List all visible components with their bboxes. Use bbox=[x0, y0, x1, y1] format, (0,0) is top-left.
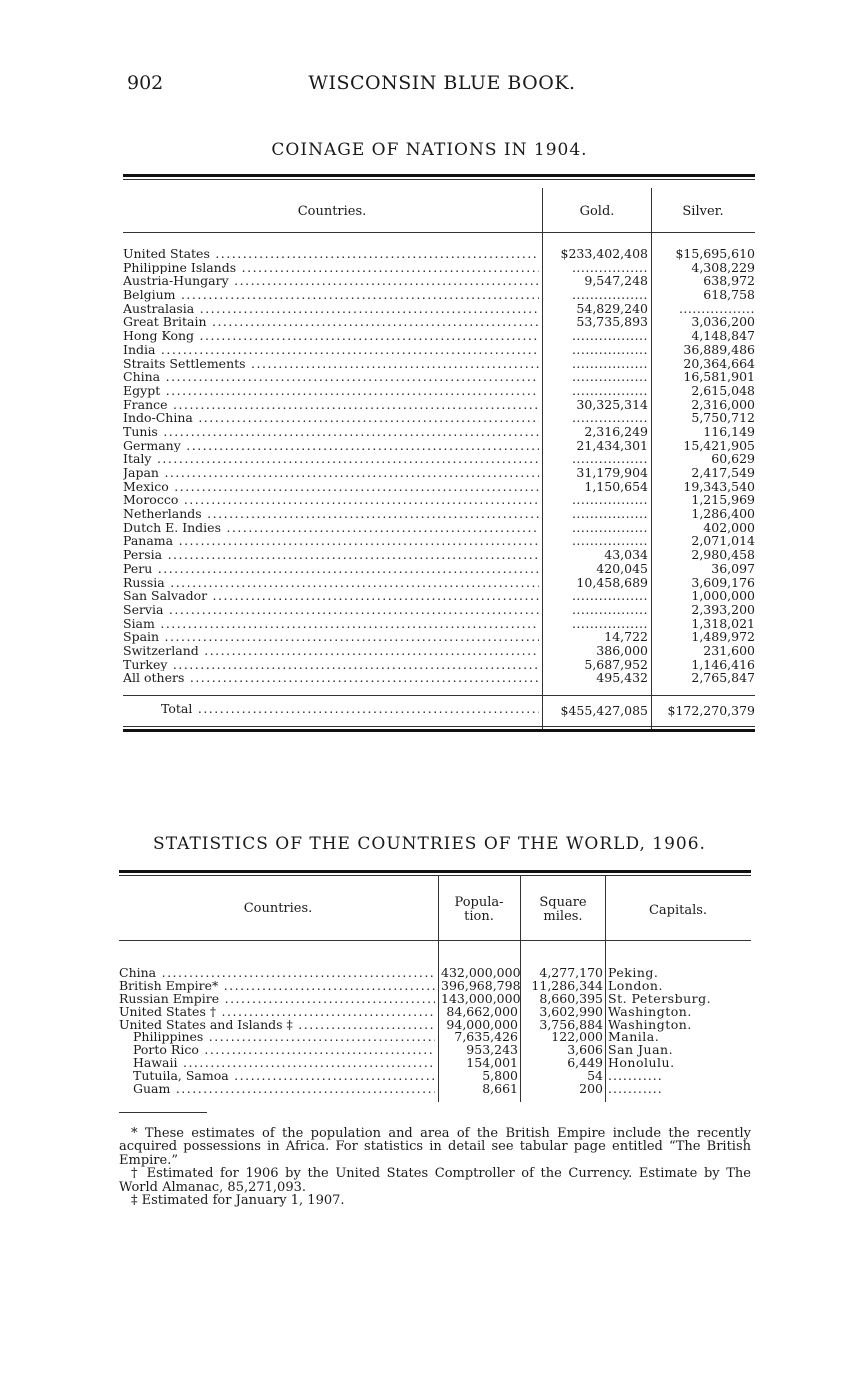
country-name: Italy ..... bbox=[123, 452, 539, 466]
silver-value: 2,615,048 bbox=[691, 382, 755, 398]
gold-value: 53,735,893 bbox=[576, 314, 648, 330]
country-name: Hawaii ..... bbox=[133, 1057, 435, 1070]
population-value: 7,635,426 bbox=[454, 1029, 518, 1045]
square-miles-value: 6,449 bbox=[567, 1055, 603, 1071]
square-miles-value: 4,277,170 bbox=[539, 965, 603, 980]
coinage-rows bbox=[123, 247, 755, 685]
table-row bbox=[123, 548, 755, 562]
table-row bbox=[123, 480, 755, 494]
table-row bbox=[123, 466, 755, 480]
gold-value bbox=[544, 411, 648, 425]
gold-value bbox=[544, 521, 648, 535]
table-row bbox=[123, 329, 755, 343]
gold-value: 54,829,240 bbox=[576, 300, 648, 316]
table-row bbox=[123, 425, 755, 439]
table-row bbox=[123, 576, 755, 590]
gold-value bbox=[544, 507, 648, 521]
capital-value: Honolulu. bbox=[608, 1055, 675, 1071]
header-population: Popula- tion. bbox=[454, 895, 504, 924]
footnote-rule bbox=[119, 1112, 207, 1113]
table-row bbox=[123, 671, 755, 685]
coinage-total-row bbox=[123, 695, 755, 726]
silver-value: 36,097 bbox=[711, 560, 755, 576]
silver-value: 618,758 bbox=[703, 287, 755, 303]
population-value: 94,000,000 bbox=[446, 1016, 518, 1032]
gold-value: 30,325,314 bbox=[576, 396, 648, 412]
table-row bbox=[123, 521, 755, 535]
country-name: Panama ..... bbox=[123, 534, 539, 548]
silver-value: 2,980,458 bbox=[691, 547, 755, 563]
gold-value bbox=[544, 617, 648, 631]
country-name: Netherlands ..... bbox=[123, 507, 539, 521]
gold-value bbox=[544, 452, 648, 466]
gold-value bbox=[544, 329, 648, 343]
country-name: China ..... bbox=[119, 967, 435, 980]
gold-value bbox=[544, 343, 648, 357]
gold-value: 21,434,301 bbox=[576, 437, 648, 453]
silver-value: 1,318,021 bbox=[691, 615, 755, 631]
silver-value: 1,000,000 bbox=[691, 588, 755, 604]
table-row bbox=[123, 357, 755, 371]
country-name: United States † ..... bbox=[119, 1006, 435, 1019]
country-name: British Empire* ..... bbox=[119, 980, 435, 993]
silver-value: 36,889,486 bbox=[683, 341, 755, 357]
country-name: Servia ..... bbox=[123, 603, 539, 617]
table-row bbox=[123, 315, 755, 329]
capital-value: Washington. bbox=[608, 1016, 692, 1032]
country-name: India ..... bbox=[123, 343, 539, 357]
table-row bbox=[123, 507, 755, 521]
coinage-title: COINAGE OF NATIONS IN 1904. bbox=[271, 140, 588, 160]
header-capitals: Capitals. bbox=[648, 903, 708, 918]
table-row bbox=[123, 247, 755, 261]
table-bottom-rule-thin bbox=[123, 726, 755, 727]
country-name: Straits Settlements ..... bbox=[123, 357, 539, 371]
capital-value: St. Petersburg. bbox=[608, 990, 712, 1006]
country-name: Siam ..... bbox=[123, 617, 539, 631]
gold-value bbox=[544, 261, 648, 275]
silver-value bbox=[653, 302, 755, 316]
silver-value: 5,750,712 bbox=[691, 410, 755, 426]
country-name: United States and Islands ‡ ..... bbox=[119, 1019, 435, 1032]
table-row bbox=[123, 658, 755, 672]
table-row bbox=[123, 603, 755, 617]
table-row bbox=[123, 288, 755, 302]
population-value: 5,800 bbox=[482, 1068, 518, 1084]
gold-value: 1,150,654 bbox=[584, 478, 648, 494]
table-top-rule bbox=[123, 174, 755, 177]
country-name: Japan ..... bbox=[123, 466, 539, 480]
country-name: Switzerland ..... bbox=[123, 644, 539, 658]
footnote-islands: ‡ Estimated for January 1, 1907. bbox=[131, 1193, 345, 1209]
total-silver: $172,270,379 bbox=[667, 703, 755, 718]
silver-value: 3,036,200 bbox=[691, 314, 755, 330]
capital-value: Manila. bbox=[608, 1029, 660, 1045]
country-name: China ..... bbox=[123, 370, 539, 384]
country-name: Indo-China ..... bbox=[123, 411, 539, 425]
silver-value: 2,765,847 bbox=[691, 670, 755, 686]
country-name: Persia ..... bbox=[123, 548, 539, 562]
table-row bbox=[123, 384, 755, 398]
statistics-title: STATISTICS OF THE COUNTRIES OF THE WORLD, 1906. bbox=[153, 834, 706, 854]
country-name: Australasia ..... bbox=[123, 302, 539, 316]
country-name: Peru ..... bbox=[123, 562, 539, 576]
table-row bbox=[123, 630, 755, 644]
country-name: France ..... bbox=[123, 398, 539, 412]
silver-value: 2,393,200 bbox=[691, 601, 755, 617]
gold-value: 31,179,904 bbox=[576, 465, 648, 480]
population-value: 953,243 bbox=[466, 1042, 518, 1058]
capital-value: Peking. bbox=[608, 965, 659, 980]
header-gold: Gold. bbox=[579, 204, 615, 219]
country-name: San Salvador ..... bbox=[123, 589, 539, 603]
country-name: Turkey ..... bbox=[123, 658, 539, 672]
table-row bbox=[123, 274, 755, 288]
country-name: Russia ..... bbox=[123, 576, 539, 590]
total-gold: $455,427,085 bbox=[560, 703, 648, 718]
coinage-table bbox=[123, 174, 755, 732]
country-name: Belgium ..... bbox=[123, 288, 539, 302]
population-value: 432,000,000 bbox=[441, 965, 521, 980]
capital-value: London. bbox=[608, 977, 663, 993]
population-value: 8,661 bbox=[482, 1081, 518, 1097]
page-number: 902 bbox=[127, 72, 164, 94]
square-miles-value: 11,286,344 bbox=[531, 977, 603, 993]
header-countries: Countries. bbox=[297, 204, 367, 219]
silver-value: 16,581,901 bbox=[683, 369, 755, 385]
gold-value: 43,034 bbox=[604, 547, 648, 563]
country-name: Philippines ..... bbox=[133, 1031, 435, 1044]
country-name: Dutch E. Indies ..... bbox=[123, 521, 539, 535]
gold-value: 420,045 bbox=[596, 560, 648, 576]
table-row bbox=[123, 452, 755, 466]
country-name: Tunis ..... bbox=[123, 425, 539, 439]
silver-value: 638,972 bbox=[703, 273, 755, 289]
population-value: 143,000,000 bbox=[441, 990, 521, 1006]
population-value: 154,001 bbox=[466, 1055, 518, 1071]
country-name: Philippine Islands ..... bbox=[123, 261, 539, 275]
country-name: Russian Empire ..... bbox=[119, 993, 435, 1006]
silver-value: 15,421,905 bbox=[683, 437, 755, 453]
silver-value: 19,343,540 bbox=[683, 478, 755, 494]
table-row bbox=[119, 1083, 751, 1096]
table-row bbox=[123, 617, 755, 631]
country-name: United States ..... bbox=[123, 247, 539, 261]
capital-value bbox=[608, 1083, 751, 1096]
statistics-rows bbox=[119, 967, 751, 1096]
gold-value bbox=[544, 370, 648, 384]
population-value: 396,968,798 bbox=[441, 977, 521, 993]
table-row bbox=[123, 493, 755, 507]
capital-value: Washington. bbox=[608, 1003, 692, 1019]
gold-value: 495,432 bbox=[596, 670, 648, 686]
square-miles-value: 3,606 bbox=[567, 1042, 603, 1058]
table-row bbox=[123, 398, 755, 412]
country-name: Mexico ..... bbox=[123, 480, 539, 494]
gold-value: 2,316,249 bbox=[584, 423, 648, 439]
country-name: Tutuila, Samoa ..... bbox=[133, 1070, 435, 1083]
silver-value: 1,215,969 bbox=[691, 492, 755, 508]
silver-value: 2,417,549 bbox=[691, 465, 755, 480]
silver-value: 4,308,229 bbox=[691, 259, 755, 275]
table-row bbox=[123, 343, 755, 357]
silver-value: 116,149 bbox=[703, 423, 755, 439]
table-row bbox=[123, 370, 755, 384]
country-name: Hong Kong ..... bbox=[123, 329, 539, 343]
gold-value: $233,402,408 bbox=[560, 246, 648, 261]
country-name: Morocco ..... bbox=[123, 493, 539, 507]
table-row bbox=[123, 439, 755, 453]
gold-value bbox=[544, 603, 648, 617]
country-name: All others ..... bbox=[123, 671, 539, 685]
table-row bbox=[123, 261, 755, 275]
table-row bbox=[123, 534, 755, 548]
total-label: Total ..... bbox=[161, 702, 539, 716]
gold-value: 10,458,689 bbox=[576, 574, 648, 590]
square-miles-value: 3,602,990 bbox=[539, 1003, 603, 1019]
table-row bbox=[123, 644, 755, 658]
gold-value: 5,687,952 bbox=[584, 656, 648, 672]
header-silver: Silver. bbox=[682, 204, 724, 219]
silver-value: 1,286,400 bbox=[691, 506, 755, 522]
country-name: Guam ..... bbox=[133, 1083, 435, 1096]
table-row bbox=[123, 562, 755, 576]
silver-value: 60,629 bbox=[711, 451, 755, 467]
coinage-header-row bbox=[123, 180, 755, 233]
silver-value: 231,600 bbox=[703, 642, 755, 658]
footnote-united-states: † Estimated for 1906 by the United States Comptroller of the Currency. Estimate by The World Almanac, 85,271,093. bbox=[119, 1166, 751, 1195]
country-name: Porto Rico ..... bbox=[133, 1044, 435, 1057]
gold-value bbox=[544, 357, 648, 371]
gold-value bbox=[544, 589, 648, 603]
silver-value: 3,609,176 bbox=[691, 574, 755, 590]
square-miles-value: 3,756,884 bbox=[539, 1016, 603, 1032]
country-name: Spain ..... bbox=[123, 630, 539, 644]
footnote-british-empire: * These estimates of the population and area of the British Empire include the recently acquired possessions in Africa. For statistics in detail see tabular page entitled “The British Empire.” bbox=[119, 1126, 751, 1168]
gold-value: 14,722 bbox=[604, 629, 648, 645]
running-head: WISCONSIN BLUE BOOK. bbox=[308, 72, 576, 94]
square-miles-value: 122,000 bbox=[551, 1029, 603, 1045]
silver-value: 402,000 bbox=[703, 519, 755, 535]
square-miles-value: 8,660,395 bbox=[539, 990, 603, 1006]
country-name: Austria-Hungary ..... bbox=[123, 274, 539, 288]
gold-value bbox=[544, 534, 648, 548]
country-name: Egypt ..... bbox=[123, 384, 539, 398]
square-miles-value: 200 bbox=[579, 1081, 603, 1097]
gold-value: 9,547,248 bbox=[584, 273, 648, 289]
population-value: 84,662,000 bbox=[446, 1003, 518, 1019]
table-row bbox=[123, 302, 755, 316]
silver-value: $15,695,610 bbox=[675, 246, 755, 261]
footnotes bbox=[119, 1127, 751, 1207]
silver-value: 1,146,416 bbox=[691, 656, 755, 672]
country-name: Great Britain ..... bbox=[123, 315, 539, 329]
silver-value: 1,489,972 bbox=[691, 629, 755, 645]
table-row bbox=[123, 589, 755, 603]
silver-value: 4,148,847 bbox=[691, 328, 755, 344]
header-countries: Countries. bbox=[243, 901, 313, 916]
gold-value bbox=[544, 384, 648, 398]
gold-value bbox=[544, 288, 648, 302]
table-bottom-rule bbox=[123, 729, 755, 732]
silver-value: 2,071,014 bbox=[691, 533, 755, 549]
header-square-miles: Square miles. bbox=[539, 895, 587, 924]
page-header bbox=[127, 72, 757, 98]
gold-value bbox=[544, 493, 648, 507]
silver-value: 2,316,000 bbox=[691, 396, 755, 412]
square-miles-value: 54 bbox=[587, 1068, 603, 1084]
country-name: Germany ..... bbox=[123, 439, 539, 453]
table-row bbox=[123, 411, 755, 425]
capital-value: San Juan. bbox=[608, 1042, 674, 1058]
statistics-header-row bbox=[119, 876, 751, 941]
statistics-table bbox=[119, 870, 751, 1096]
table-top-rule bbox=[119, 870, 751, 873]
gold-value: 386,000 bbox=[596, 642, 648, 658]
silver-value: 20,364,664 bbox=[683, 355, 755, 371]
